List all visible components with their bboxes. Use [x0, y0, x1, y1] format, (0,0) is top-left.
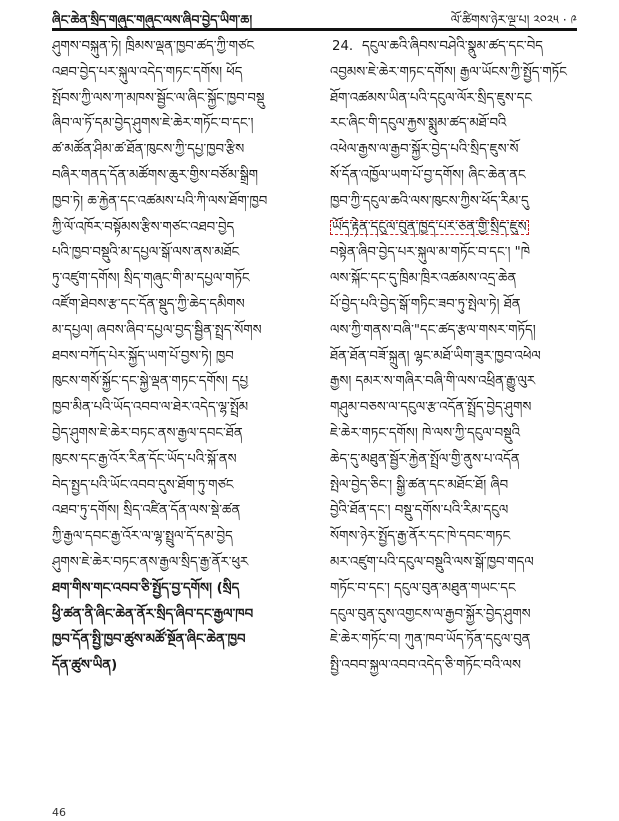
body-text-line: མ་དཔྱལ། ཞབས་ཞིབ་དཔྱལ་བྱད་སྦྱིན་སྤྲད་སོགས [52, 322, 262, 338]
body-text-line: ཇེ་ཆེར་གཏོང་བ། ཀུན་ཁབ་ཡོད་ཏོན་དངུལ་བུན [330, 632, 531, 648]
body-text-line: རང་ཞིང་གི་དངུལ་རྐྱས་སྨུམ་ཚད་མཐོ་བའི [330, 116, 507, 132]
body-text-line: བྱེད་ཤུགས་ཇེ་ཆེར་བཏང་ནས་རྒྱལ་དབང་ཐོན [52, 425, 243, 441]
body-text-line: པོ་བྱེད་པའི་བྱེད་སྒོ་གཏིང་ཟབ་ཏུ་སྤེལ་ཏེ། ཐོན [330, 296, 521, 312]
source-note-line: དོན་ཚུས་ཡིན) [52, 658, 118, 674]
highlighted-line: ཡོད་རྟེན་དངུལ་བུན་ཁྱད་པར་ཅན་གྱི་སྲིད་ཇུས [332, 219, 527, 235]
body-text-line: ཐོན་ཐོན་བཟོ་སྐྲུན། ལྷང་མཐོ་ཡིག་ཟུར་ཁྱབ་འཕེལ [330, 348, 541, 364]
body-text-line: མར་འཛུག་པའི་དངུལ་བསྡུའི་ལས་སྒོ་ཁྱབ་གདལ [330, 554, 534, 570]
body-text-line: ཁུངས་གསོ་སྐྱོང་དང་སྐྱེ་ལྡན་གཏང་དགོས། དཔྱ [52, 374, 249, 390]
body-text-line: ཁྱབ་ཀྱི་དངུལ་ཆའི་ལས་ཁུངས་ཀྱིས་ཕོད་རིམ་དུ [330, 193, 529, 209]
body-text-line: རྒྱས། དམར་ས་གཞིར་བཞི་གི་ལས་འཕྲིན་རྒྱུ་ལུར [330, 374, 536, 390]
body-text-line: དངུལ་བུན་དུས་འགྱངས་ལ་རྒྱབ་སྐྱོར་བྱེད་ཤུགས [330, 606, 531, 622]
page-number: 46 [52, 806, 66, 819]
body-text-line: ཀྱི་ལོ་འཁོར་བསྟོམས་རྩིས་གཙང་འཐབ་བྱེད [52, 219, 235, 235]
body-text-line: འཛོག་ཐེབས་རྩ་དང་དོན་སྡུད་ཀྱི་ཆེད་དམིགས [52, 296, 245, 312]
right-text-column [330, 34, 577, 794]
body-text-line: འབྱམས་ཇེ་ཆེར་གཏང་དགོས། རྒྱལ་ཡོངས་ཀྱི་སྤྱོད་གཏོང [330, 64, 567, 80]
body-text-line: གཏོང་བ་དང་། དངུལ་བུན་མཐུན་གཡང་དང [330, 580, 516, 596]
body-text-line: སོ་དོན་འཁྱོལ་ཡག་པོ་བྱ་དགོས། ཞིང་ཆེན་ནང [330, 167, 526, 183]
body-text-line: སྤྱི་འབབ་སྐྱལ་འབབ་འདེད་ཅི་གཏོང་བའི་ལས [330, 658, 522, 674]
body-text-line: བཞིར་གནད་དོན་མཚོགས་ཆུར་གྱིས་བཙོམ་སྒྲིག [52, 167, 259, 183]
body-text-line: ཇེ་ཆེར་གཏང་དགོས། ཁེ་ལས་ཀྱི་དངུལ་བསྡུའི [330, 425, 521, 441]
body-text-line: སོགས་ཉེར་སྤྱོད་རྒྱ་ནོར་དང་ཁེ་དབང་གཏང [330, 529, 511, 545]
header-right-issue: ལོ་ཚིགས་ཉེར་ལྔ་པ། ༢༠༢༥ · ༩ [450, 12, 577, 27]
body-text-line: སྤོབས་ཀྱི་ལས་ཀ་མཁས་སྦྱོང་ལ་ཞིང་སྐྱོང་ཁྱབ་བསྡུ [52, 90, 265, 106]
body-text-line: ལས་སྐོང་དང་དུ་ཁྲིམ་ཁྲིར་འཚམས་འདྲ་ཆེན [330, 271, 517, 287]
body-text-line: བེད་སྤྱད་པའི་ཡོང་འབབ་དུས་ཐོག་ཏུ་གཙང [52, 477, 234, 493]
body-text-line: ཆེད་དུ་མཐུན་སྦྱོར་རྐྱེན་སྤྲོལ་གྱི་ནུས་པ་འདོན [330, 451, 520, 467]
body-text-line: ཀྱི་རྒྱལ་དབང་རྒྱ་འོར་ལ་ལྷ་སྤྲུལ་དོ་དམ་བྱེད [52, 529, 233, 545]
body-text-line: འཐབ་བྱེད་པར་སྐུལ་འདེད་གཏང་དགོས། ཕོད [52, 64, 243, 80]
source-note-line: ཐག་གིས་གང་འབབ་ཅི་སྤྱོད་བྱ་དགོས། (སྲིད [52, 580, 240, 596]
body-text-line: གཤུམ་བཅས་ལ་དངུལ་རྩ་འདོན་སྤྲོད་བྱེད་ཤུགས [330, 400, 532, 416]
body-text-line: བྱེའི་ཐོན་དང་། བསྡུ་དགོས་པའི་རིམ་དངུལ [330, 503, 509, 519]
body-text-line: ཤུགས་བསྐུན་ཏེ། ཁྲིམས་ལྡན་ཁྱབ་ཚད་ཀྱི་གཙང [52, 39, 255, 54]
paragraph-first-line: དངུལ་ཆའི་ཞིབས་བཤེའི་སྣུམ་ཚད་དང་བེད [362, 39, 543, 54]
body-text-line: ཁྱབ་མིན་པའི་ཡོད་འབབ་ལ་ཐེར་འདེད་ལྷ་སྤྲོམ [52, 400, 249, 416]
body-text-line: ལས་ཀྱི་གནས་བཞི་"དང་ཚད་རྩལ་གསར་གཏོད། [330, 322, 536, 338]
header-rule [52, 28, 577, 31]
body-text-line: ཐབས་བཀོད་པེར་སྐྱོད་ཡག་པོ་བྱས་ཏེ། ཁྱབ [52, 348, 234, 364]
body-text-line: སྤེལ་བྱེད་ཅིང་། སྒྱི་ཚན་དང་མཐོང་ཐོ། ཞིབ [330, 477, 509, 493]
running-header [52, 4, 577, 26]
source-note-line: ཁྱབ་དོན་སྤྱི་ཁྱབ་ཚུས་མཚོ་སྔོན་ཞིང་ཆེན་ཁྱབ [52, 632, 246, 648]
body-text-line: ཏུ་འཛུག་དགོས། སྲིད་གཞུང་གི་མ་དཔྱལ་གཏོང [52, 271, 250, 287]
body-text-line: ཁྱབ་ཏེ། ཆ་རྐྱེན་དང་འཚམས་པའི་ཀི་ལས་ཐོག་ཁྱབ [52, 193, 268, 209]
body-text-line: ཞིབ་ལ་ཏོ་དམ་བྱེད་ཤུགས་ཇེ་ཆེར་གཏོང་བ་དང་། [52, 116, 254, 132]
body-text-line: ཤུགས་ཇེ་ཆེར་བཏང་ནས་རྒྱལ་སྲིད་རྒྱ་ནོར་ཕུར [52, 554, 249, 570]
body-text-line [330, 215, 577, 241]
body-text-line: ཐོག་འཚམས་ཡིན་པའི་དངུལ་ལོར་སྲིད་ཇུས་དང [330, 90, 533, 106]
body-text-line: ཚ་མཚོན་ཤིམ་ཚ་ཐོན་ཁུངས་ཀྱི་དཔྱ་ཁྱབ་རྩིས [52, 142, 245, 158]
paragraph-number: 24. [332, 39, 354, 54]
body-text-line: འཐབ་ཏུ་དགོས། སྲིད་འཛིན་དོན་ལས་སྡེ་ཚན [52, 503, 241, 519]
body-text-line: བསྟེན་ཞིབ་བྱེད་པར་སྐུལ་མ་གཏོང་བ་དང་། "ཁེ [330, 245, 531, 261]
header-left-title: ཞིང་ཆེན་སྲིད་གཞུང་གཞུང་ལས་ཞིབ་བྱེད་ཡིག་ཆ། [52, 12, 253, 27]
body-text-line [330, 34, 577, 60]
body-text-line: འཕེལ་རྒྱས་ལ་རྒྱབ་སྐྱོར་བྱེད་པའི་སྲིད་ཇུས་སོ [330, 142, 519, 158]
body-text-line: ཁུངས་དང་རྒྱ་འོར་རིན་དོང་ཡོད་པའི་སྐོ་ནས [52, 451, 237, 467]
source-note-line: ཕྱི་ཚན་ནི་ཞིང་ཆེན་ནོར་སྲིད་ཞིབ་དང་རྒྱལ་ཁབ [52, 606, 254, 622]
body-text-line: པའི་ཁྱབ་བསྡུའི་མ་དཔྱལ་སྒོ་ལས་ནས་མཐོང [52, 245, 240, 261]
left-text-column [52, 34, 298, 794]
